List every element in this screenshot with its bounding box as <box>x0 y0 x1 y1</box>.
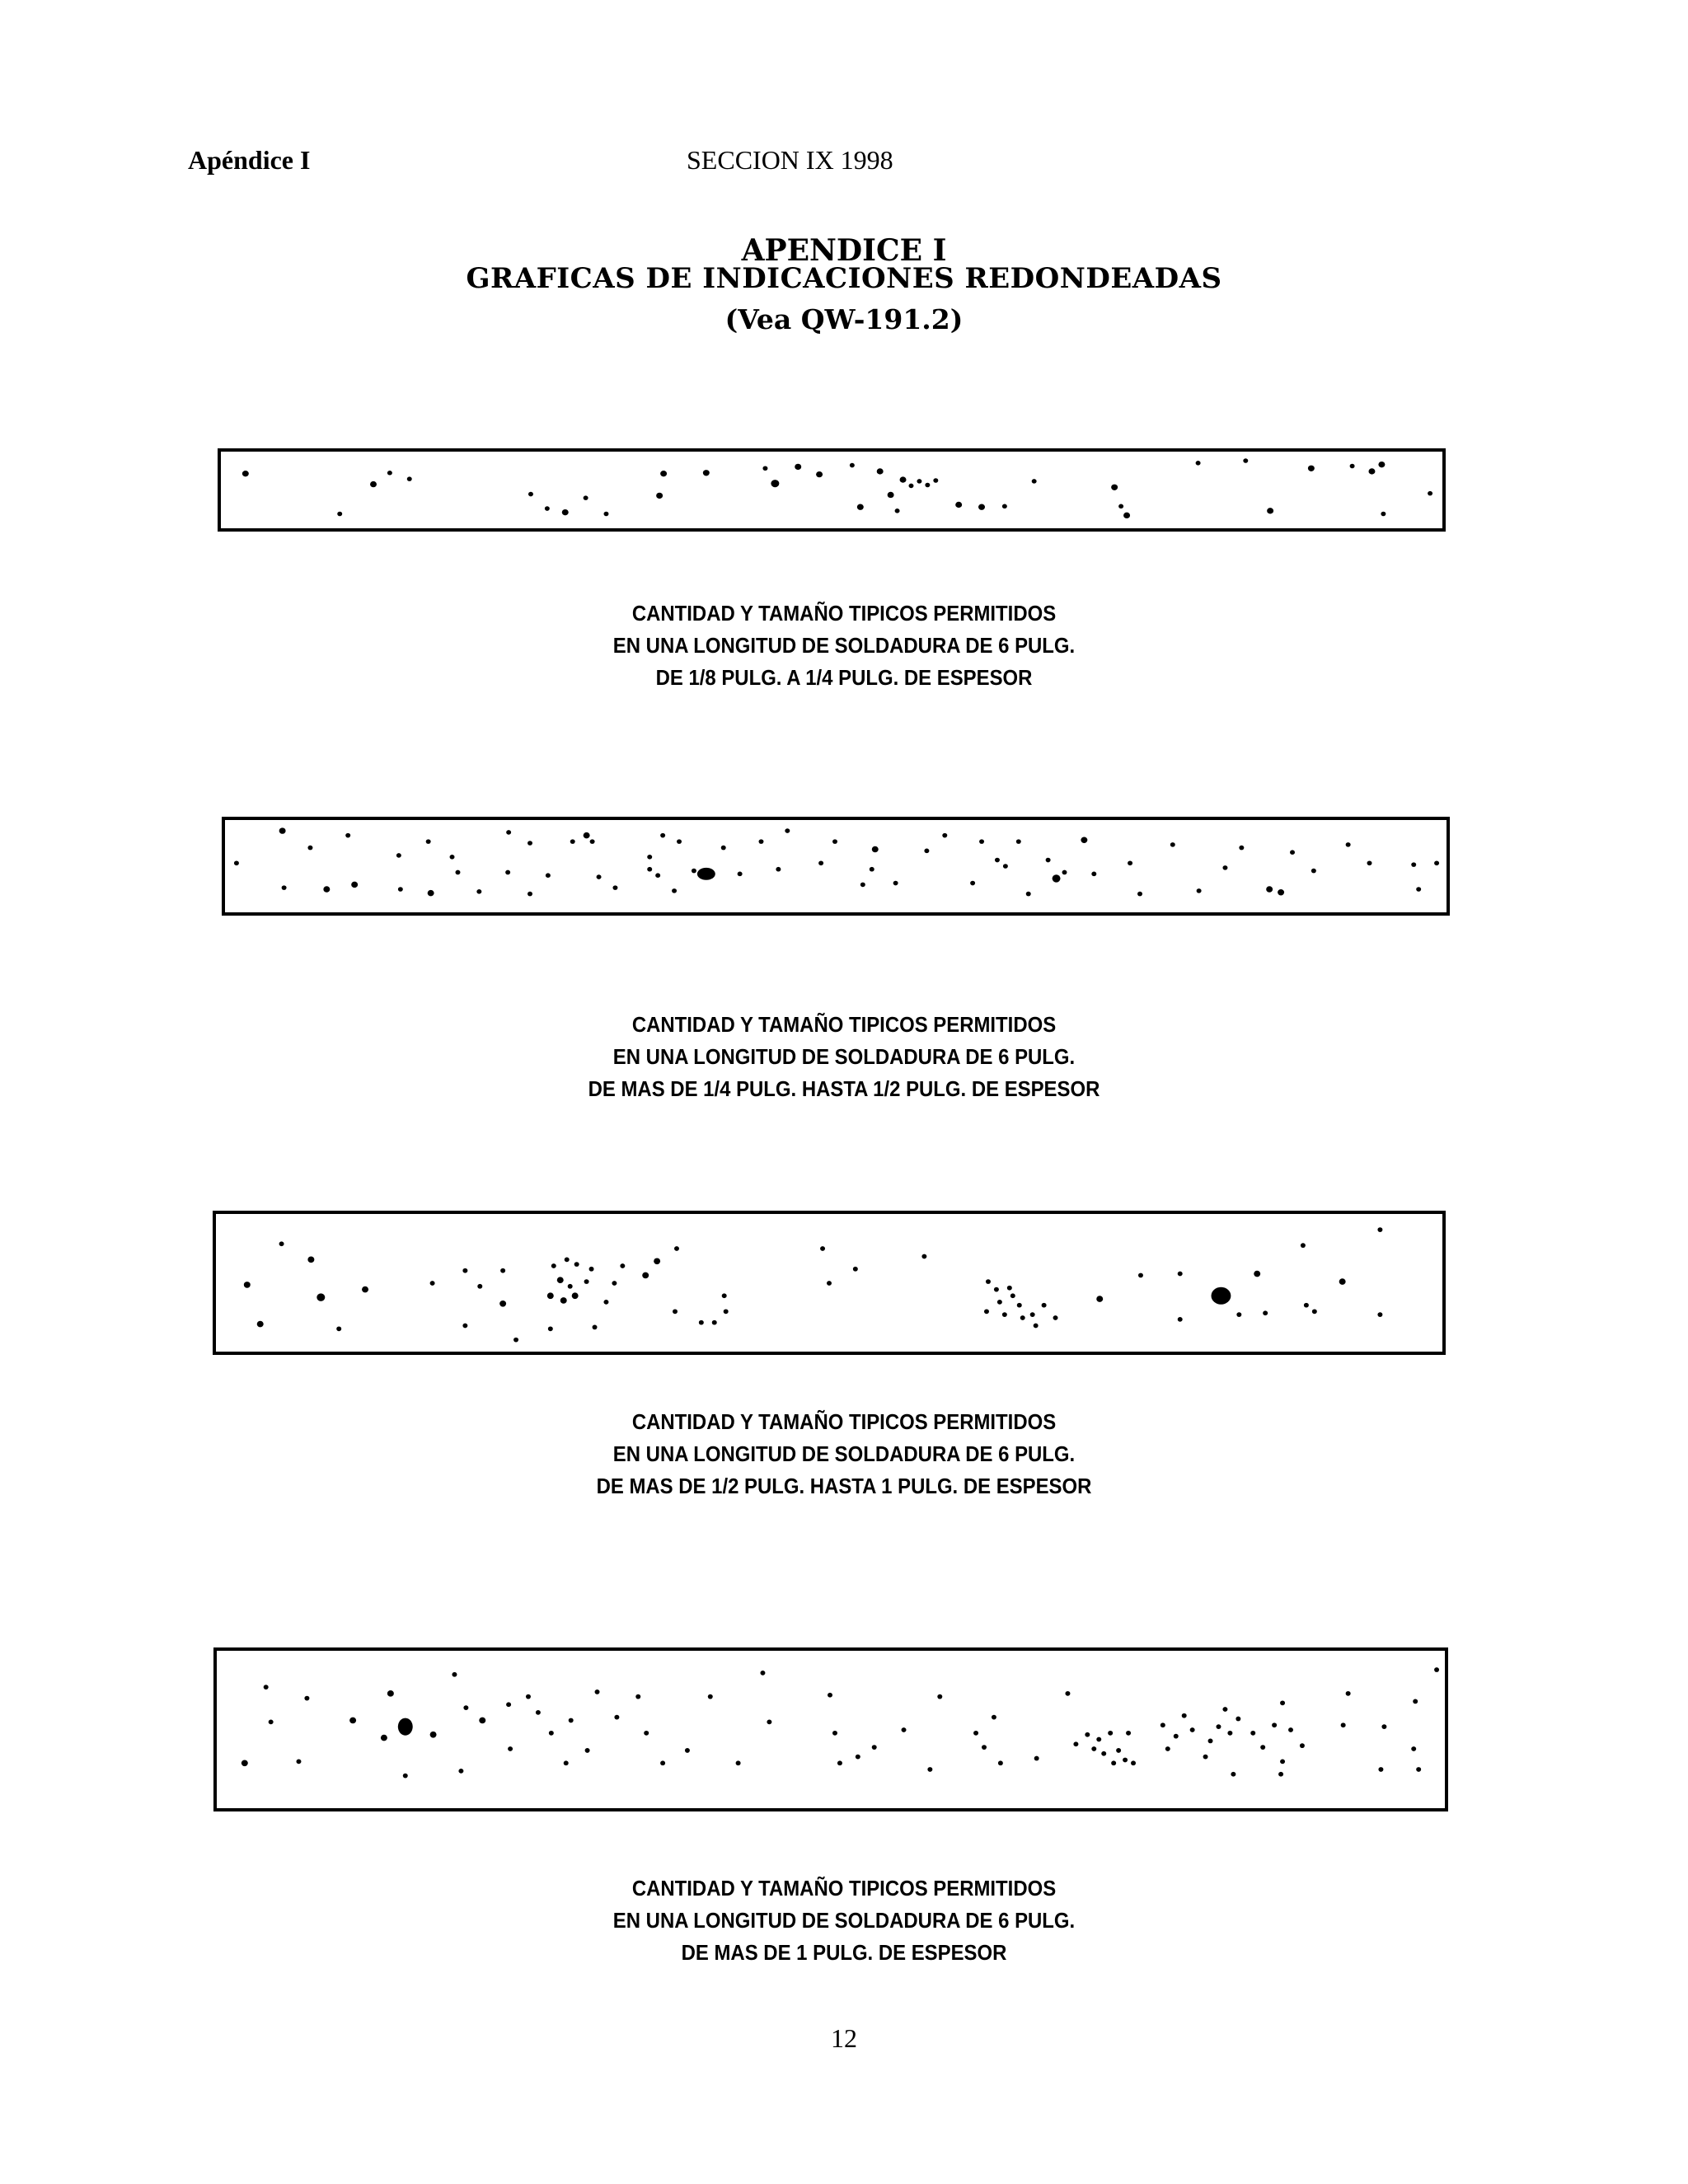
weld-chart-3 <box>213 1211 1446 1355</box>
appendix-title: APENDICE I <box>741 233 947 268</box>
weld-chart-1-caption <box>68 598 1620 694</box>
caption-line: EN UNA LONGITUD DE SOLDADURA DE 6 PULG. <box>612 1044 1076 1069</box>
caption-line: EN UNA LONGITUD DE SOLDADURA DE 6 PULG. <box>612 1908 1076 1933</box>
header-section-label: SECCION IX 1998 <box>687 145 893 175</box>
caption-line: CANTIDAD Y TAMAÑO TIPICOS PERMITIDOS <box>631 1012 1057 1037</box>
caption-line: CANTIDAD Y TAMAÑO TIPICOS PERMITIDOS <box>631 601 1057 626</box>
weld-chart-4-caption <box>68 1872 1620 1969</box>
caption-line: DE MAS DE 1 PULG. DE ESPESOR <box>681 1940 1007 1965</box>
indication-dots-1 <box>221 452 1442 528</box>
weld-chart-2-caption <box>68 1009 1620 1105</box>
caption-line: DE MAS DE 1/2 PULG. HASTA 1 PULG. DE ESPESOR <box>596 1474 1092 1498</box>
appendix-subtitle: GRAFICAS DE INDICACIONES REDONDEADAS <box>466 262 1222 295</box>
weld-chart-1 <box>218 448 1446 532</box>
caption-line: DE MAS DE 1/4 PULG. HASTA 1/2 PULG. DE ESPESOR <box>588 1076 1100 1101</box>
caption-line: CANTIDAD Y TAMAÑO TIPICOS PERMITIDOS <box>631 1876 1057 1900</box>
appendix-reference: (Vea QW-191.2) <box>724 303 964 335</box>
weld-chart-2 <box>222 817 1450 916</box>
indication-dots-3 <box>216 1214 1442 1352</box>
page-number: 12 <box>831 2023 857 2053</box>
caption-line: CANTIDAD Y TAMAÑO TIPICOS PERMITIDOS <box>631 1409 1057 1434</box>
caption-line: EN UNA LONGITUD DE SOLDADURA DE 6 PULG. <box>612 633 1076 658</box>
weld-chart-3-caption <box>68 1406 1620 1502</box>
header-appendix-label: Apéndice I <box>188 145 311 175</box>
weld-chart-4 <box>213 1647 1448 1811</box>
caption-line: DE 1/8 PULG. A 1/4 PULG. DE ESPESOR <box>655 665 1033 690</box>
indication-dots-2 <box>225 820 1447 912</box>
caption-line: EN UNA LONGITUD DE SOLDADURA DE 6 PULG. <box>612 1441 1076 1466</box>
indication-dots-4 <box>217 1651 1445 1808</box>
